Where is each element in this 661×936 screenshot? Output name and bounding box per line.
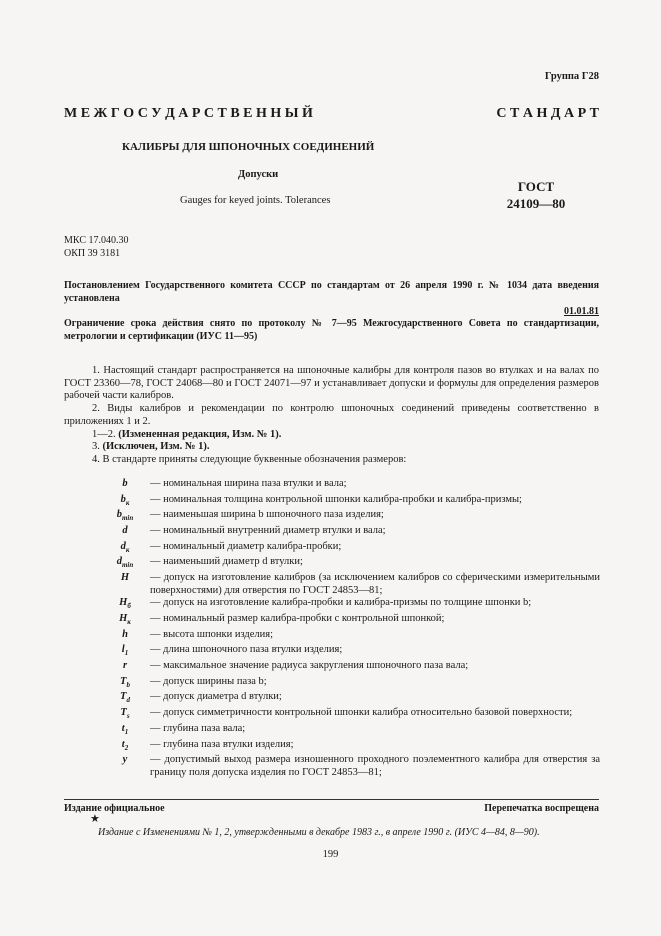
definitions-list (100, 478, 600, 779)
limit-text: Ограничение срока действия снято по протоколу № 7—95 Межгосударственного Совета по стандартизации, метрологии и сертификации (ИУС 11—95) (64, 318, 599, 342)
definition-symbol: $T_b$ (120, 675, 130, 689)
definition-item (100, 572, 600, 597)
amendment-note: (Измененная редакция, Изм. № 1). (118, 428, 282, 440)
definition-text: — номинальная ширина паза втулки и вала; (150, 478, 347, 489)
definition-symbol: d (122, 525, 128, 537)
definition-symbol: $T_s$ (120, 707, 130, 721)
definition-symbol: $Н_к$ (119, 613, 131, 627)
definition-item (100, 754, 600, 779)
star-icon: ★ (90, 813, 100, 825)
amendment-prefix: 3. (92, 441, 103, 453)
banner-left: М Е Ж Г О С У Д А Р С Т В Е Н Н Ы Й (64, 106, 313, 121)
definition-text: — допуск ширины паза b; (150, 675, 267, 687)
amendment-prefix: 1—2. (92, 428, 119, 440)
definition-symbol: $t_2$ (121, 738, 129, 752)
definition-symbol: $T_d$ (120, 691, 130, 705)
paragraph-4: 4. В стандарте приняты следующие буквенные обозначения размеров: (92, 453, 407, 465)
definition-symbol: y (122, 754, 128, 766)
definition-symbol: $t_1$ (121, 722, 129, 736)
definition-item (100, 525, 600, 541)
paragraph-2: 2. Виды калибров и рекомендации по контролю шпоночных соединений приведены соответственно в приложениях 1 и 2. (64, 403, 599, 427)
definition-symbol: $b_{min}$ (116, 509, 134, 523)
definition-item (100, 629, 600, 645)
definition-text: — максимальное значение радиуса закругления шпоночного паза вала; (150, 660, 469, 672)
document-title: КАЛИБРЫ ДЛЯ ШПОНОЧНЫХ СОЕДИНЕНИЙ (122, 141, 375, 153)
definition-item (100, 494, 600, 510)
definition-symbol: b (122, 478, 128, 489)
reprint-notice: Перепечатка воспрещена (484, 803, 599, 814)
definition-text: — допуск симметричности контрольной шпонки калибра относительно базовой поверхности; (150, 707, 573, 719)
classification-codes (64, 234, 128, 260)
definition-item (100, 707, 600, 723)
definition-symbol: $b_к$ (120, 493, 130, 507)
gost-block (498, 178, 574, 212)
definition-text: — длина шпоночного паза втулки изделия; (150, 644, 343, 656)
definition-text: — глубина паза втулки изделия; (150, 738, 294, 750)
amendment-3 (64, 441, 599, 454)
decree-text: Постановлением Государственного комитета СССР по стандартам от 26 апреля 1990 г. № 1034 дата введения установлена (64, 280, 599, 304)
definition-symbol: r (122, 660, 128, 672)
definition-symbol: $d_к$ (120, 540, 130, 554)
definition-text: — номинальная толщина контрольной шпонки калибра-пробки и калибра-призмы; (150, 493, 522, 505)
definition-item (100, 739, 600, 755)
document-subtitle: Допуски (238, 169, 279, 180)
definition-item (100, 541, 600, 557)
definition-symbol: Н (120, 572, 130, 584)
definition-item (100, 676, 600, 692)
page-number: 199 (322, 849, 339, 860)
definition-item (100, 613, 600, 629)
definition-text: — глубина паза вала; (150, 722, 246, 734)
gost-number: 24109—80 (506, 196, 566, 211)
body-text (64, 365, 599, 467)
definition-item (100, 478, 600, 494)
definition-text: — допустимый выход размера изношенного проходного поэлементного калибра для отверстия за границу поля допуска изделия по ГОСТ 24853—81; (150, 754, 600, 778)
definition-text: — наименьшая ширина b шпоночного паза изделия; (150, 509, 384, 521)
gost-label: ГОСТ (517, 179, 555, 194)
definition-item (100, 691, 600, 707)
definition-symbol: h (122, 628, 128, 640)
okp-code: ОКП 39 3181 (64, 248, 121, 259)
definition-text: — номинальный диаметр калибра-пробки; (150, 540, 342, 552)
edition-note: Издание с Изменениями № 1, 2, утвержденными в декабре 1983 г., в апреле 1990 г. (ИУС 4—84, 8—90). (98, 827, 540, 838)
definition-text: — допуск диаметра d втулки; (150, 691, 282, 703)
definition-item (100, 556, 600, 572)
definition-text: — номинальный внутренний диаметр втулки и вала; (150, 525, 386, 537)
definition-symbol: $Н_б$ (119, 597, 131, 611)
footer-rule (64, 799, 599, 800)
paragraph-1: 1. Настоящий стандарт распространяется на шпоночные калибры для контроля пазов во втулках и на валах по ГОСТ 23360—78, ГОСТ 24068—80 и ГОСТ 24071—97 и устанавливает допуски и формулы для определения размеров рабочей части калибров. (64, 365, 599, 402)
amendment-1-2 (64, 429, 599, 442)
group-code: Группа Г28 (544, 71, 599, 82)
english-title: Gauges for keyed joints. Tolerances (180, 195, 331, 206)
definition-text: — номинальный размер калибра-пробки с контрольной шпонкой; (150, 613, 445, 624)
definition-item (100, 509, 600, 525)
definition-text: — наименьший диаметр d втулки; (150, 556, 303, 568)
amendment-note: (Исключен, Изм. № 1). (102, 441, 210, 453)
mks-code: МКС 17.040.30 (64, 235, 129, 246)
banner-right: С Т А Н Д А Р Т (496, 106, 599, 121)
definition-item (100, 644, 600, 660)
definition-item (100, 723, 600, 739)
definition-item (100, 597, 600, 613)
definition-text: — допуск на изготовление калибра-пробки и калибра-призмы по толщине шпонки b; (150, 597, 532, 609)
definition-text: — высота шпонки изделия; (150, 628, 274, 640)
definition-symbol: $d_{min}$ (116, 556, 134, 570)
definition-text: — допуск на изготовление калибров (за исключением калибров со сферическими измерительными поверхностями) для отверстия по ГОСТ 24853—81; (150, 572, 600, 596)
intro-date: 01.01.81 (564, 306, 599, 317)
standard-banner (64, 106, 599, 126)
definition-symbol: $l_1$ (121, 644, 129, 658)
official-edition: Издание официальное (64, 803, 165, 814)
definition-item (100, 660, 600, 676)
